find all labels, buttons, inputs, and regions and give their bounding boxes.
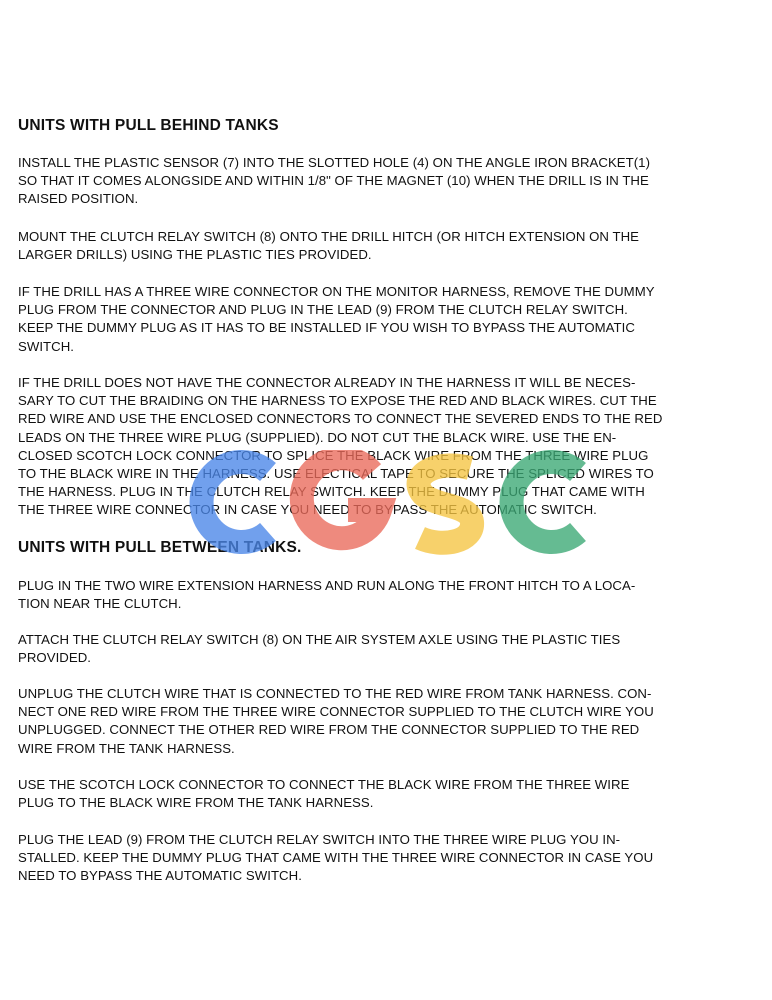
paragraph-attach-relay [18,631,760,667]
text-line: NECT ONE RED WIRE FROM THE THREE WIRE CONNECTOR SUPPLIED TO THE CLUTCH WIRE YOU [18,704,654,720]
section-pull-behind-tanks [18,116,760,136]
text-line: LARGER DRILLS) USING THE PLASTIC TIES PROVIDED. [18,247,372,263]
text-line: THE THREE WIRE CONNECTOR IN CASE YOU NEED TO BYPASS THE AUTOMATIC SWITCH. [18,502,597,518]
text-line: RED WIRE AND USE THE ENCLOSED CONNECTORS TO CONNECT THE SEVERED ENDS TO THE RED [18,411,663,427]
text-line: SARY TO CUT THE BRAIDING ON THE HARNESS TO EXPOSE THE RED AND BLACK WIRES. CUT THE [18,393,657,409]
paragraph-extension-harness [18,577,760,613]
text-line: UNPLUGGED. CONNECT THE OTHER RED WIRE FROM THE CONNECTOR SUPPLIED TO THE RED [18,722,640,738]
text-line: RAISED POSITION. [18,191,139,207]
text-line: TION NEAR THE CLUTCH. [18,596,182,612]
section-pull-between-tanks [18,538,760,558]
text-line: PLUG THE LEAD (9) FROM THE CLUTCH RELAY SWITCH INTO THE THREE WIRE PLUG YOU IN- [18,832,621,847]
text-line: NEED TO BYPASS THE AUTOMATIC SWITCH. [18,868,302,884]
text-line: THE HARNESS. PLUG IN THE CLUTCH RELAY SWITCH. KEEP THE DUMMY PLUG THAT CAME WITH [18,484,645,500]
section-heading: UNITS WITH PULL BETWEEN TANKS. [18,539,302,556]
paragraph-scotch-lock [18,776,760,812]
text-line: IF THE DRILL HAS A THREE WIRE CONNECTOR ON THE MONITOR HARNESS, REMOVE THE DUMMY [18,284,655,299]
text-line: UNPLUG THE CLUTCH WIRE THAT IS CONNECTED TO THE RED WIRE FROM TANK HARNESS. CON- [18,686,652,701]
paragraph-mount-relay [18,228,760,264]
text-line: CLOSED SCOTCH LOCK CONNECTOR TO SPLICE THE BLACK WIRE FROM THE THREE WIRE PLUG [18,447,649,463]
section-heading: UNITS WITH PULL BEHIND TANKS [18,117,279,134]
text-line: IF THE DRILL DOES NOT HAVE THE CONNECTOR ALREADY IN THE HARNESS IT WILL BE NECES- [18,375,636,390]
text-line: MOUNT THE CLUTCH RELAY SWITCH (8) ONTO THE DRILL HITCH (OR HITCH EXTENSION ON THE [18,229,639,244]
text-line: PLUG TO THE BLACK WIRE FROM THE TANK HARNESS. [18,795,374,811]
text-line: SO THAT IT COMES ALONGSIDE AND WITHIN 1/8" OF THE MAGNET (10) WHEN THE DRILL IS IN THE [18,173,649,189]
text-line: ATTACH THE CLUTCH RELAY SWITCH (8) ON THE AIR SYSTEM AXLE USING THE PLASTIC TIES [18,632,621,647]
text-line: STALLED. KEEP THE DUMMY PLUG THAT CAME WITH THE THREE WIRE CONNECTOR IN CASE YOU [18,850,654,866]
paragraph-unplug-clutch [18,685,760,758]
text-line: PROVIDED. [18,650,91,666]
paragraph-install-sensor [18,154,760,209]
text-line: USE THE SCOTCH LOCK CONNECTOR TO CONNECT THE BLACK WIRE FROM THE THREE WIRE [18,777,630,792]
text-line: PLUG IN THE TWO WIRE EXTENSION HARNESS AND RUN ALONG THE FRONT HITCH TO A LOCA- [18,578,636,593]
text-line: PLUG FROM THE CONNECTOR AND PLUG IN THE LEAD (9) FROM THE CLUTCH RELAY SWITCH. [18,302,628,318]
text-line: TO THE BLACK WIRE IN THE HARNESS. USE ELECTICAL TAPE TO SECURE THE SPLICED WIRES TO [18,466,654,482]
text-line: INSTALL THE PLASTIC SENSOR (7) INTO THE SLOTTED HOLE (4) ON THE ANGLE IRON BRACKET(1) [18,155,651,170]
text-line: WIRE FROM THE TANK HARNESS. [18,740,235,756]
text-line: KEEP THE DUMMY PLUG AS IT HAS TO BE INSTALLED IF YOU WISH TO BYPASS THE AUTOMATIC [18,320,635,336]
paragraph-plug-lead [18,831,760,886]
paragraph-no-connector [18,374,760,520]
paragraph-three-wire-connector [18,283,760,356]
text-line: SWITCH. [18,338,75,354]
text-line: LEADS ON THE THREE WIRE PLUG (SUPPLIED). DO NOT CUT THE BLACK WIRE. USE THE EN- [18,429,617,445]
